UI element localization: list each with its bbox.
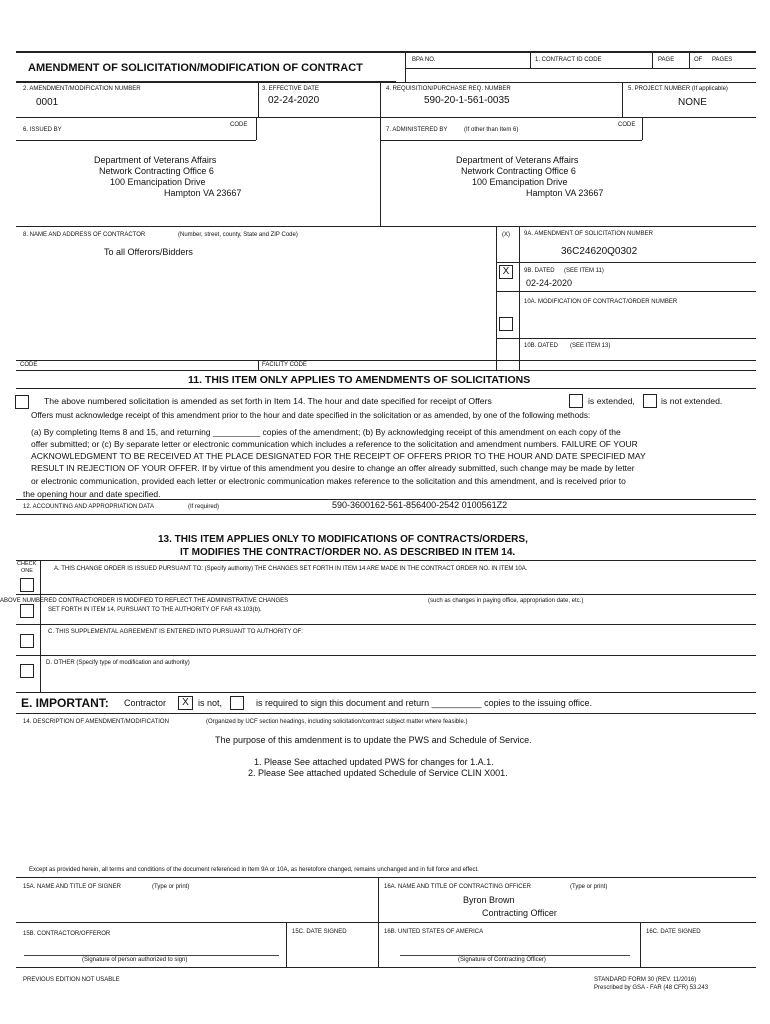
contractor-signature-line[interactable] [24,955,279,956]
rule [16,388,756,389]
item-16c-label: 16C. DATE SIGNED [646,929,701,935]
rule [16,370,756,371]
top-border [16,51,756,53]
item-13d-checkbox[interactable] [20,664,34,678]
item-10b-note: (SEE ITEM 13) [570,343,611,349]
requisition-label: 4. REQUISITION/PURCHASE REQ. NUMBER [386,86,511,92]
contractor-code-label: CODE [20,362,38,368]
prescribed-by: Prescribed by GSA - FAR (48 CFR) 53.243 [594,985,709,991]
item-9b-checkbox[interactable]: X [499,265,513,279]
administered-by-note: (If other than Item 6) [464,127,519,133]
issued-by-label: 6. ISSUED BY [23,127,62,133]
item-13d-text: D. OTHER (Specify type of modification and authority) [46,660,190,666]
description-item-2: 2. Please See attached updated Schedule of Service CLIN X001. [248,768,508,778]
issued-code-label: CODE [230,122,248,128]
item-11-text-line: the opening hour and date specified. [23,489,161,499]
rule [16,624,756,625]
item-15a-note: (Type or print) [152,884,190,890]
item-14-note: (Organized by UCF section headings, including solicitation/contract subject matter where feasible.) [206,719,468,725]
of-label: OF [694,57,703,63]
description-purpose: The purpose of this amdenment is to update the PWS and Schedule of Service. [215,735,532,745]
item-14-label: 14. DESCRIPTION OF AMENDMENT/MODIFICATION [23,719,169,725]
rule [16,877,756,878]
check-label: CHECK [17,561,37,567]
rule [16,226,756,227]
item-12-value: 590-3600162-561-856400-2542 0100561Z2 [332,500,508,510]
requisition-value: 590-20-1-561-0035 [424,95,510,106]
item-13a-text: A. THIS CHANGE ORDER IS ISSUED PURSUANT TO: (Specify authority) THE CHANGES SET FORTH IN ITEM 14 ARE MADE IN THE CONTRACT ORDER NO. IN ITEM 10A. [54,566,528,572]
not-extended-label: is not extended. [661,396,723,406]
divider [380,82,381,117]
important-text: is required to sign this document and return __________ copies to the issuing office. [256,698,593,708]
address-line: Department of Veterans Affairs [456,155,579,165]
amendment-number-label: 2. AMENDMENT/MODIFICATION NUMBER [23,86,141,92]
bpa-label: BPA NO. [412,57,436,63]
divider [258,82,259,117]
rule [16,692,756,693]
divider [530,52,531,68]
administered-code-label: CODE [618,122,636,128]
item-11-text-line: or electronic communication, provided each letter or electronic communication makes reference to the solicitation and this amendment, and is received prior to [31,476,626,486]
item-15a-label: 15A. NAME AND TITLE OF SIGNER [23,884,121,890]
check-label: ONE [21,568,33,574]
item-11-heading: 11. THIS ITEM ONLY APPLIES TO AMENDMENTS OF SOLICITATIONS [188,374,531,386]
address-line: Network Contracting Office 6 [461,166,576,176]
contractor-note: (Number, street, county, State and ZIP Code) [178,232,298,238]
issued-by-address [94,155,241,199]
item-9b-note: (SEE ITEM 11) [564,268,604,274]
effective-date-label: 3. EFFECTIVE DATE [262,86,319,92]
is-not-checkbox[interactable]: X [178,696,193,710]
divider [496,226,497,370]
item-11-text-line: (a) By completing Items 8 and 15, and returning __________ copies of the amendment; (b) By acknowledging receipt of this amendment on each copy of the [31,427,621,437]
project-number-label: 5. PROJECT NUMBER (If applicable) [628,86,728,92]
item-13-subheading: IT MODIFIES THE CONTRACT/ORDER NO. AS DESCRIBED IN ITEM 14. [180,547,516,558]
divider [622,82,623,117]
administered-by-label: 7. ADMINISTERED BY [386,127,448,133]
divider [652,52,653,68]
rule [16,117,756,118]
rule [496,291,756,292]
address-line: 100 Emancipation Drive [110,177,206,187]
rule [496,262,756,263]
item-11-text-line: Offers must acknowledge receipt of this amendment prior to the hour and date specified in the solicitation or as amended, by one of the following methods: [31,411,591,420]
address-line: Network Contracting Office 6 [99,166,214,176]
item-15c-label: 15C. DATE SIGNED [292,929,347,935]
item-13b-checkbox[interactable] [20,604,34,618]
x-column-label: (X) [502,232,510,238]
facility-code-label: FACILITY CODE [262,362,307,368]
rule [380,140,642,141]
item-13c-text: C. THIS SUPPLEMENTAL AGREEMENT IS ENTERED INTO PURSUANT TO AUTHORITY OF: [48,629,303,635]
item-13b-text: ABOVE NUMBERED CONTRACT/ORDER IS MODIFIED TO REFLECT THE ADMINISTRATIVE CHANGES [0,598,289,604]
item-9b-label: 9B. DATED [524,268,555,274]
page-label: PAGE [658,57,675,63]
except-text: Except as provided herein, all terms and conditions of the document referenced in Item 9A or 10A, as heretofore changed, remains unchanged and in full force and effect. [29,867,479,873]
item-10a-label: 10A. MODIFICATION OF CONTRACT/ORDER NUMBER [524,299,678,305]
contractor-signature-caption: (Signature of person authorized to sign) [82,957,188,963]
rule [16,360,756,361]
rule [16,967,756,968]
previous-edition-note: PREVIOUS EDITION NOT USABLE [23,977,120,983]
divider [380,117,381,226]
description-item-1: 1. Please See attached updated PWS for changes for 1.A.1. [254,757,494,767]
officer-name: Byron Brown [463,895,515,905]
item-9b-value: 02-24-2020 [526,278,573,288]
divider [256,117,257,140]
item-15b-label: 15B. CONTRACTOR/OFFEROR [23,931,111,937]
check-one-label [17,561,36,575]
rule [16,655,756,656]
address-line: Department of Veterans Affairs [94,155,217,165]
item-10-checkbox[interactable] [499,317,513,331]
contract-id-label: 1. CONTRACT ID CODE [535,57,602,63]
item-11-text-line: RESULT IN REJECTION OF YOUR OFFER. If by virtue of this amendment you desire to change an offer already submitted, such change may be made by letter [31,463,635,473]
divider [258,360,259,370]
rule [16,140,256,141]
divider [405,52,406,82]
officer-signature-caption: (Signature of Contracting Officer) [458,957,546,963]
effective-date-value: 02-24-2020 [268,95,320,106]
rule [16,514,756,515]
divider [40,560,41,692]
item-10b-label: 10B. DATED [524,343,558,349]
item-9a-value: 36C24620Q0302 [561,246,638,257]
divider [286,922,287,967]
not-extended-checkbox[interactable] [643,394,657,408]
rule [496,338,756,339]
item-16b-label: 16B. UNITED STATES OF AMERICA [384,929,484,935]
officer-title: Contracting Officer [482,908,557,918]
item-11-checkbox[interactable] [15,395,29,409]
pages-label: PAGES [712,57,733,63]
contractor-value: To all Offerors/Bidders [104,247,193,257]
item-12-note: (If required) [188,504,220,510]
address-line: 100 Emancipation Drive [472,177,568,187]
rule [16,560,756,561]
administered-by-address [456,155,603,199]
item-13-heading: 13. THIS ITEM APPLIES ONLY TO MODIFICATIONS OF CONTRACTS/ORDERS, [158,534,528,545]
divider [519,226,520,370]
item-13c-checkbox[interactable] [20,634,34,648]
item-13a-checkbox[interactable] [20,578,34,592]
divider [640,922,641,967]
extended-checkbox[interactable] [569,394,583,408]
item-12-label: 12. ACCOUNTING AND APPROPRIATION DATA [23,504,155,510]
item-13b-text-2: SET FORTH IN ITEM 14, PURSUANT TO THE AUTHORITY OF FAR 43.103(b). [48,607,262,613]
item-11-text-line: ACKNOWLEDGMENT TO BE RECEIVED AT THE PLACE DESIGNATED FOR THE RECEIPT OF OFFERS PRIOR TO THE HOUR AND DATE SPECIFIED MAY [31,451,646,461]
contractor-label: 8. NAME AND ADDRESS OF CONTRACTOR [23,232,146,238]
rule [405,68,756,69]
item-9a-label: 9A. AMENDMENT OF SOLICITATION NUMBER [524,231,654,237]
rule [16,922,756,923]
item-11-text-line: offer submitted; or (c) By separate letter or electronic communication which includes a reference to the solicitation and amendment numbers. FAILURE OF YOUR [31,439,638,449]
rule [16,594,756,595]
item-16a-note: (Type or print) [570,884,608,890]
item-16a-label: 16A. NAME AND TITLE OF CONTRACTING OFFICER [384,884,531,890]
project-number-value: NONE [678,97,707,108]
rule [16,82,756,83]
extended-label: is extended, [588,396,635,406]
item-11-text-line: The above numbered solicitation is amended as set forth in Item 14. The hour and date specified for receipt of Offers [44,396,492,406]
item-13b-note: (such as changes in paying office, appropriation date, etc.) [428,598,584,604]
is-checkbox[interactable] [230,696,244,710]
address-line: Hampton VA 23667 [164,188,242,198]
important-contractor: Contractor [124,698,167,708]
address-line: Hampton VA 23667 [526,188,604,198]
important-label: E. IMPORTANT: [21,696,109,710]
amendment-number-value: 0001 [36,97,59,108]
divider [689,52,690,68]
officer-signature-line[interactable] [400,955,630,956]
rule [16,713,756,714]
divider [642,117,643,140]
form-title: AMENDMENT OF SOLICITATION/MODIFICATION OF CONTRACT [28,62,363,74]
form-number: STANDARD FORM 30 (REV. 11/2016) [594,977,697,983]
is-not-label: is not, [198,698,223,708]
